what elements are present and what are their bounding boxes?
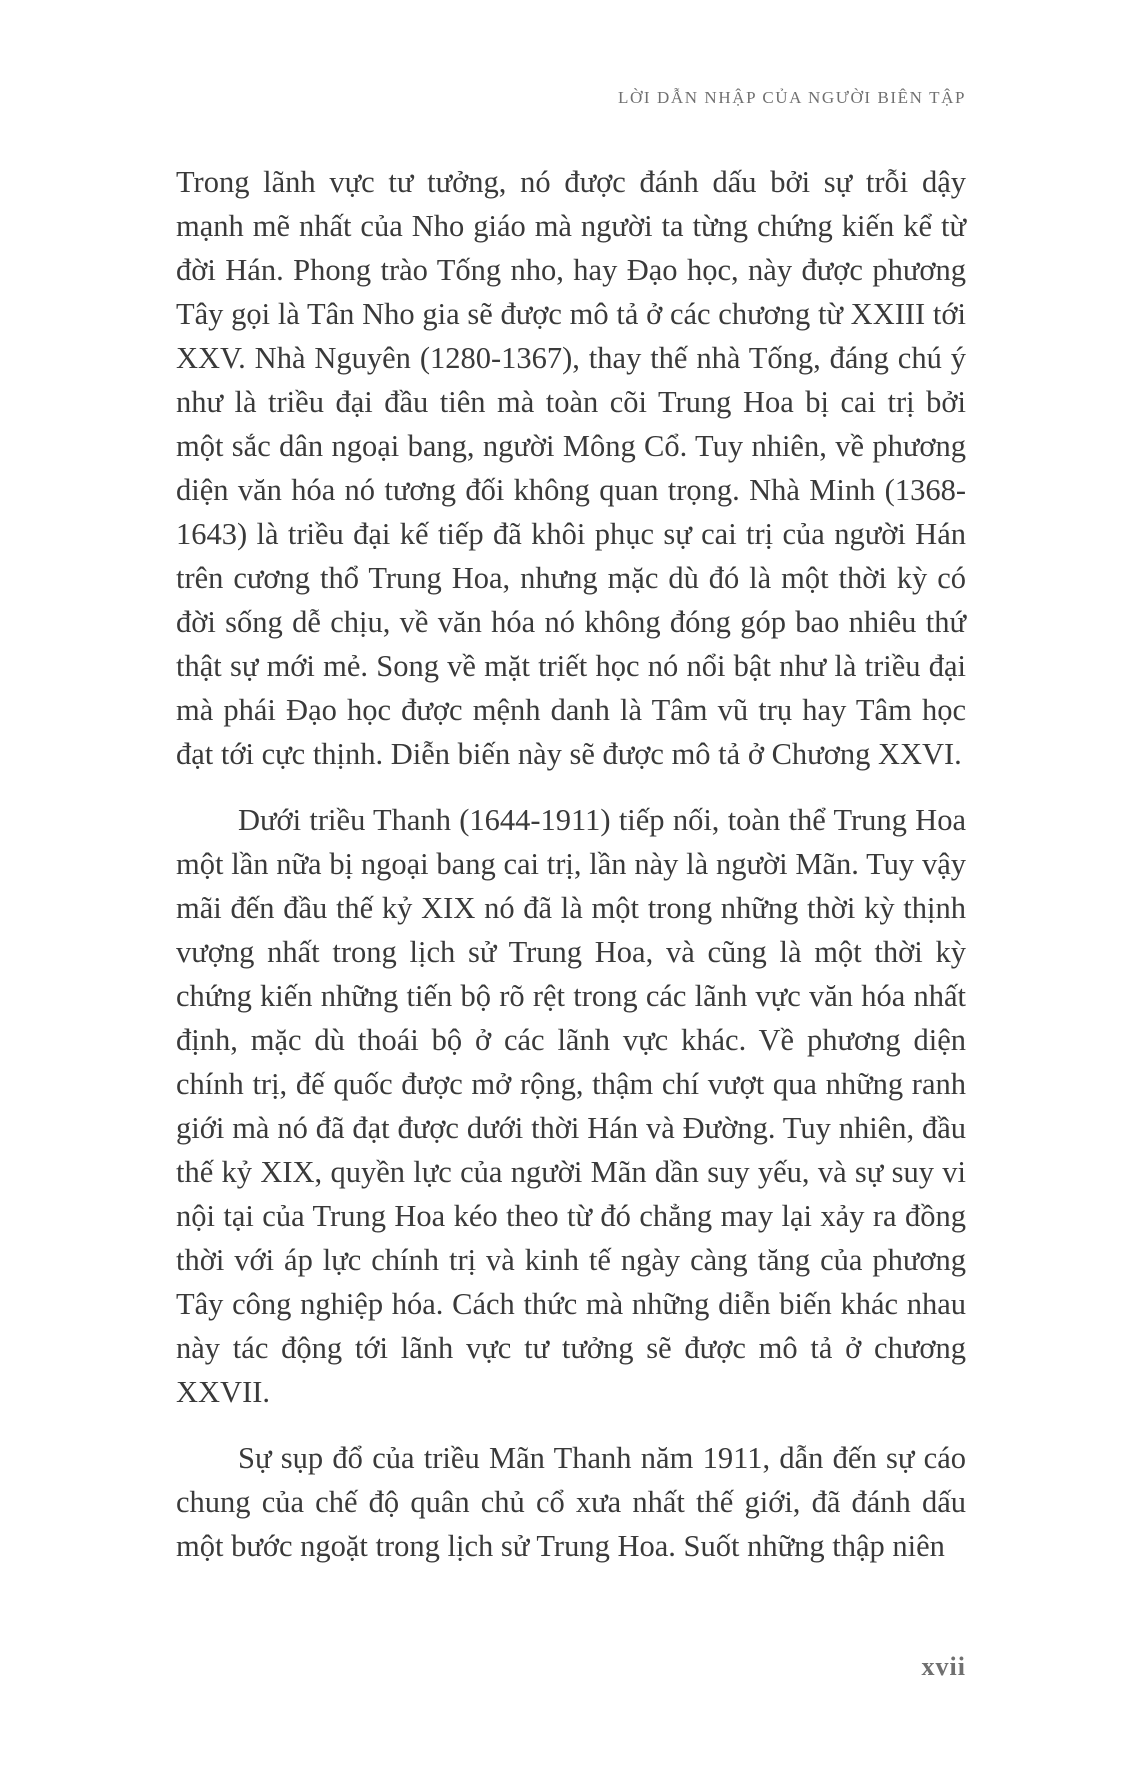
body-text <box>176 160 966 1590</box>
page-number: xvii <box>921 1652 966 1681</box>
running-header: LỜI DẪN NHẬP CỦA NGƯỜI BIÊN TẬP <box>617 88 966 107</box>
paragraph: Dưới triều Thanh (1644-1911) tiếp nối, toàn thể Trung Hoa một lần nữa bị ngoại bang cai trị, lần này là người Mãn. Tuy vậy mãi đến đầu thế kỷ XIX nó đã là một trong những thời kỳ thịnh vượng nhất trong lịch sử Trung Hoa, và cũng là một thời kỳ chứng kiến những tiến bộ rõ rệt trong các lãnh vực văn hóa nhất định, mặc dù thoái bộ ở các lãnh vực khác. Về phương diện chính trị, đế quốc được mở rộng, thậm chí vượt qua những ranh giới mà nó đã đạt được dưới thời Hán và Đường. Tuy nhiên, đầu thế kỷ XIX, quyền lực của người Mãn dần suy yếu, và sự suy vi nội tại của Trung Hoa kéo theo từ đó chẳng may lại xảy ra đồng thời với áp lực chính trị và kinh tế ngày càng tăng của phương Tây công nghiệp hóa. Cách thức mà những diễn biến khác nhau này tác động tới lãnh vực tư tưởng sẽ được mô tả ở chương XXVII. <box>176 803 966 1409</box>
paragraph: Trong lãnh vực tư tưởng, nó được đánh dấu bởi sự trỗi dậy mạnh mẽ nhất của Nho giáo mà người ta từng chứng kiến kể từ đời Hán. Phong trào Tống nho, hay Đạo học, này được phương Tây gọi là Tân Nho gia sẽ được mô tả ở các chương từ XXIII tới XXV. Nhà Nguyên (1280-1367), thay thế nhà Tống, đáng chú ý như là triều đại đầu tiên mà toàn cõi Trung Hoa bị cai trị bởi một sắc dân ngoại bang, người Mông Cổ. Tuy nhiên, về phương diện văn hóa nó tương đối không quan trọng. Nhà Minh (1368-1643) là triều đại kế tiếp đã khôi phục sự cai trị của người Hán trên cương thổ Trung Hoa, nhưng mặc dù đó là một thời kỳ có đời sống dễ chịu, về văn hóa nó không đóng góp bao nhiêu thứ thật sự mới mẻ. Song về mặt triết học nó nổi bật như là triều đại mà phái Đạo học được mệnh danh là Tâm vũ trụ hay Tâm học đạt tới cực thịnh. Diễn biến này sẽ được mô tả ở Chương XXVI. <box>176 165 966 771</box>
paragraph: Sự sụp đổ của triều Mãn Thanh năm 1911, dẫn đến sự cáo chung của chế độ quân chủ cổ xưa nhất thế giới, đã đánh dấu một bước ngoặt trong lịch sử Trung Hoa. Suốt những thập niên <box>176 1441 966 1563</box>
